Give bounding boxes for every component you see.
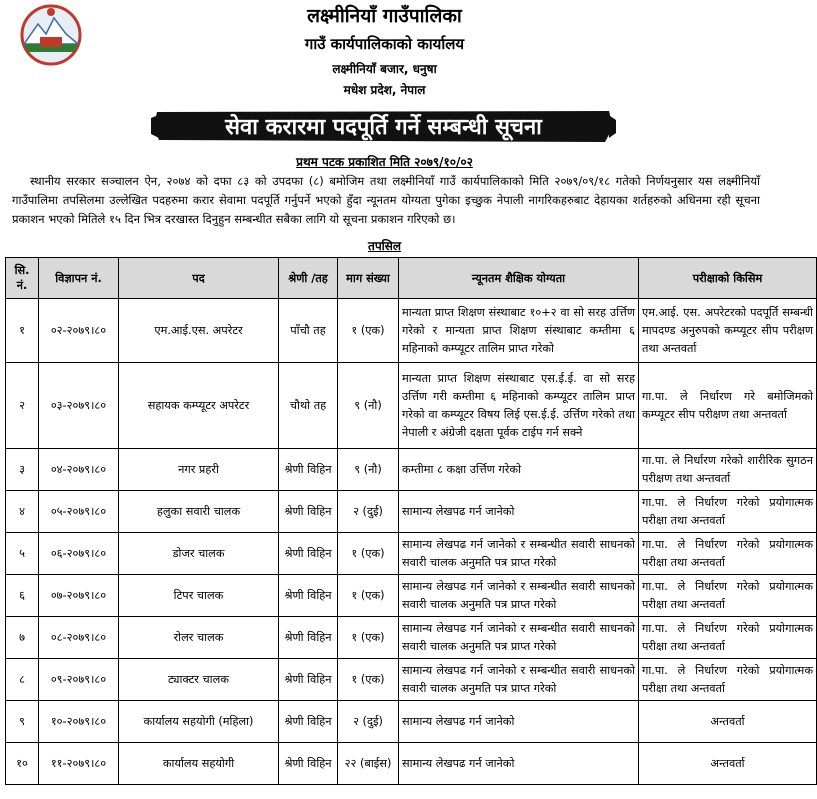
cell-qualification: सामान्य लेखपढ गर्न जानेको र सम्बन्धीत सवारी साधनको सवारी चालक अनुमति पत्र प्राप्त गरेको [399, 659, 639, 701]
cell-post: कार्यालय सहयोगी [119, 743, 279, 785]
col-header-qualification: न्यूनतम शैक्षिक योग्यता [399, 258, 639, 299]
table-row [6, 533, 817, 575]
table-row [6, 575, 817, 617]
cell-count: ९ (नौ) [338, 363, 399, 449]
cell-post: एम.आई.एस. अपरेटर [119, 299, 279, 363]
cell-exam-type: गा.पा. ले निर्धारण गरेको प्रयोगात्मक परीक्षा तथा अन्तवर्ता [639, 659, 817, 701]
cell-qualification: सामान्य लेखपढ गर्न जानेको र सम्बन्धीत सवारी साधनको सवारी चालक अनुमति पत्र प्राप्त गरेको [399, 575, 639, 617]
table-header-row [6, 258, 817, 299]
notice-banner [151, 108, 616, 144]
cell-qualification: मान्यता प्राप्त शिक्षण संस्थाबाट १०+२ वा सो सरह उर्त्तिण गरेको र मान्यता प्राप्त शिक्षण संस्थाबाट कम्तीमा ६ महिनाको कम्प्यूटर तालिम प्राप्त गरेको [399, 299, 639, 363]
published-date-text: प्रथम पटक प्रकाशित मिति २०७९/१०/०२ [296, 155, 473, 169]
table-row [6, 701, 817, 743]
cell-ad-no: ०५-२०७९।८० [39, 491, 119, 533]
cell-level: श्रेणी विहिन [279, 701, 338, 743]
cell-ad-no: ०३-२०७९।८० [39, 363, 119, 449]
cell-count: १ (एक) [338, 533, 399, 575]
cell-ad-no: ०७-२०७९।८० [39, 575, 119, 617]
cell-post: रोलर चालक [119, 617, 279, 659]
cell-post: सहायक कम्प्यूटर अपरेटर [119, 363, 279, 449]
cell-count: १ (एक) [338, 575, 399, 617]
cell-qualification: सामान्य लेखपढ गर्न जानेको र सम्बन्धीत सवारी साधनको सवारी चालक अनुमति पत्र प्राप्त गरेको [399, 617, 639, 659]
col-header-level: श्रेणी /तह [279, 258, 338, 299]
cell-exam-type: गा.पा. ले निर्धारण गरेको प्रयोगात्मक परीक्षा तथा अन्तवर्ता [639, 491, 817, 533]
col-header-count: माग संख्या [338, 258, 399, 299]
cell-qualification: सामान्य लेखपढ गर्न जानेको [399, 743, 639, 785]
cell-qualification: कम्तीमा ८ कक्षा उर्त्तिण गरेको [399, 449, 639, 491]
cell-post: टिपर चालक [119, 575, 279, 617]
table-row [6, 363, 817, 449]
cell-qualification: सामान्य लेखपढ गर्न जानेको र सम्बन्धीत सवारी साधनको सवारी चालक अनुमति पत्र प्राप्त गरेको [399, 533, 639, 575]
table-row [6, 449, 817, 491]
cell-count: १ (एक) [338, 659, 399, 701]
cell-sn: २ [6, 363, 39, 449]
cell-qualification: सामान्य लेखपढ गर्न जानेको [399, 701, 639, 743]
published-date [0, 153, 769, 170]
cell-post: हलुका सवारी चालक [119, 491, 279, 533]
col-header-ad-no: विज्ञापन नं. [39, 258, 119, 299]
cell-qualification: मान्यता प्राप्त शिक्षण संस्थाबाट एस.ई.ई. वा सो सरह उर्त्तिण गरी कम्तीमा ६ महिनाको कम्प्यूटर तालिम प्राप्त गरेको वा कम्प्यूटर विषय लिई एस.ई.ई. उर्त्तिण गरेको तथा नेपाली र अंग्रेजी दक्षता पूर्वक टाईप गर्न सक्ने [399, 363, 639, 449]
cell-ad-no: ०२-२०७९।८० [39, 299, 119, 363]
cell-sn: ५ [6, 533, 39, 575]
cell-sn: १ [6, 299, 39, 363]
vacancy-table [5, 257, 817, 785]
schedule-title: तपसिल [367, 239, 401, 253]
cell-sn: ८ [6, 659, 39, 701]
cell-count: २ (दुई) [338, 701, 399, 743]
cell-level: श्रेणी विहिन [279, 743, 338, 785]
cell-level: श्रेणी विहिन [279, 617, 338, 659]
cell-ad-no: ०४-२०७९।८० [39, 449, 119, 491]
cell-count: १ (एक) [338, 299, 399, 363]
col-header-sn: सि. नं. [6, 258, 39, 299]
cell-level: श्रेणी विहिन [279, 491, 338, 533]
cell-sn: ९ [6, 701, 39, 743]
cell-level: श्रेणी विहिन [279, 659, 338, 701]
cell-count: १ (एक) [338, 617, 399, 659]
table-row [6, 743, 817, 785]
office-location: लक्ष्मीनियाँ बजार, धनुषा [332, 62, 437, 76]
cell-qualification: सामान्य लेखपढ गर्न जानेको [399, 491, 639, 533]
cell-ad-no: ०६-२०७९।८० [39, 533, 119, 575]
cell-sn: १० [6, 743, 39, 785]
cell-post: ट्याक्टर चालक [119, 659, 279, 701]
cell-post: कार्यालय सहयोगी (महिला) [119, 701, 279, 743]
cell-exam-type: गा.पा. ले निर्धारण गरेको प्रयोगात्मक परीक्षा तथा अन्तवर्ता [639, 533, 817, 575]
cell-count: ९ (नौ) [338, 449, 399, 491]
cell-sn: ६ [6, 575, 39, 617]
cell-count: २२ (बाईस) [338, 743, 399, 785]
cell-exam-type: गा.पा. ले निर्धारण गरे बमोजिमको कम्प्यूटर सीप परीक्षण तथा अन्तवर्ता [639, 363, 817, 449]
table-row [6, 491, 817, 533]
table-row [6, 617, 817, 659]
letterhead [0, 0, 769, 169]
table-row [6, 659, 817, 701]
cell-ad-no: ११-२०७९।८० [39, 743, 119, 785]
cell-ad-no: ०८-२०७९।८० [39, 617, 119, 659]
cell-sn: ३ [6, 449, 39, 491]
cell-count: २ (दुई) [338, 491, 399, 533]
cell-post: डोजर चालक [119, 533, 279, 575]
cell-exam-type: गा.पा. ले निर्धारण गरेको प्रयोगात्मक परीक्षा तथा अन्तवर्ता [639, 617, 817, 659]
col-header-post: पद [119, 258, 279, 299]
cell-level: पाँचौ तह [279, 299, 338, 363]
cell-exam-type: अन्तवर्ता [639, 743, 817, 785]
office-name: लक्ष्मीनियाँ गाउँपालिका [307, 5, 462, 27]
cell-exam-type: गा.पा. ले निर्धारण गरेको प्रयोगात्मक परीक्षा तथा अन्तवर्ता [639, 575, 817, 617]
cell-ad-no: १०-२०७९।८० [39, 701, 119, 743]
cell-level: श्रेणी विहिन [279, 449, 338, 491]
cell-exam-type: एम.आई. एस. अपरेटरको पदपूर्ति सम्बन्धी मापदण्ड अनुरुपको कम्प्यूटर सीप परीक्षण तथा अन्तवर्ता [639, 299, 817, 363]
table-row [6, 299, 817, 363]
cell-post: नगर प्रहरी [119, 449, 279, 491]
cell-ad-no: ०९-२०७९।८० [39, 659, 119, 701]
cell-exam-type: अन्तवर्ता [639, 701, 817, 743]
cell-level: चौथो तह [279, 363, 338, 449]
cell-level: श्रेणी विहिन [279, 533, 338, 575]
cell-sn: ४ [6, 491, 39, 533]
cell-level: श्रेणी विहिन [279, 575, 338, 617]
cell-exam-type: गा.पा. ले निर्धारण गरेको शारीरिक सुगठन परीक्षण तथा अन्तवर्ता [639, 449, 817, 491]
notice-paragraph: स्थानीय सरकार सञ्चालन ऐन, २०७४ को दफा ८३ को उपदफा (८) बमोजिम तथा लक्ष्मीनियाँ गाउँ कार्यपालिकाको मिति २०७९/०९/१८ गतेको निर्णयनुसार यस लक्ष्मीनियाँ गाउँपालिमा तपसिलमा उल्लेखित पदहरुमा करार सेवामा पदपूर्ति गर्नुपर्ने भएको हुँदा न्यूनतम योग्यता पुगेका इच्छुक नेपाली नागरिकहरुबाट देहायका शर्तहरुको अधिनमा रही सूचना प्रकाशन भएको मितिले १५ दिन भित्र दरखास्त दिनुहुन सम्बन्धीत सबैका लागि यो सूचना प्रकाशन गरिएको छ। [12, 174, 760, 226]
banner-title: सेवा करारमा पदपूर्ति गर्ने सम्बन्धी सूचना [225, 115, 542, 140]
col-header-exam-type: परीक्षाको किसिम [639, 258, 817, 299]
cell-sn: ७ [6, 617, 39, 659]
office-subtitle: गाउँ कार्यपालिकाको कार्यालय [304, 35, 465, 53]
office-province: मधेश प्रदेश, नेपाल [343, 83, 426, 97]
